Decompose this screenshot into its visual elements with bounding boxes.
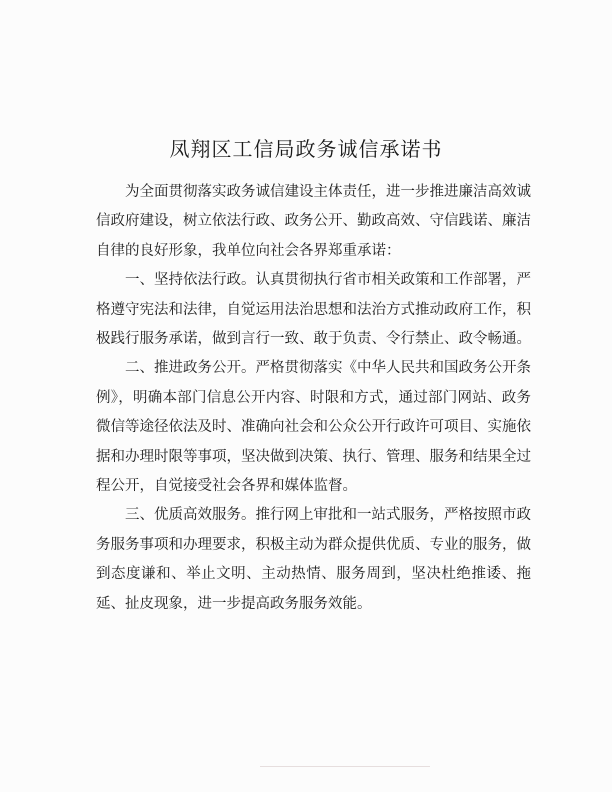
- document-body: [96, 178, 531, 619]
- commitment-paragraph-1: 一、坚持依法行政。认真贯彻执行省市相关政策和工作部署，严格遵守宪法和法律，自觉运用法治思想和法治方式推动政府工作，积极践行服务承诺，做到言行一致、敢于负责、令行禁止、政令畅通。: [96, 272, 531, 348]
- intro-paragraph: 为全面贯彻落实政务诚信建设主体责任，进一步推进廉洁高效诚信政府建设，树立依法行政、政务公开、勤政高效、守信践诺、廉洁自律的良好形象，我单位向社会各界郑重承诺：: [96, 184, 531, 259]
- document-title: 凤翔区工信局政务诚信承诺书: [169, 137, 443, 161]
- commitment-paragraph-2: 二、推进政务公开。严格贯彻落实《中华人民共和国政务公开条例》，明确本部门信息公开内容、时限和方式，通过部门网站、政务微信等途径依法及时、准确向社会和公众公开行政许可项目、实施依据和办理时限等事项，坚决做到决策、执行、管理、服务和结果全过程公开，自觉接受社会各界和媒体监督。: [96, 360, 531, 495]
- page-edge-mark: [260, 766, 430, 767]
- commitment-paragraph-3: 三、优质高效服务。推行网上审批和一站式服务，严格按照市政务服务事项和办理要求，积极主动为群众提供优质、专业的服务，做到态度谦和、举止文明、主动热情、服务周到，坚决杜绝推诿、拖延、扯皮现象，进一步提高政务服务效能。: [96, 507, 531, 612]
